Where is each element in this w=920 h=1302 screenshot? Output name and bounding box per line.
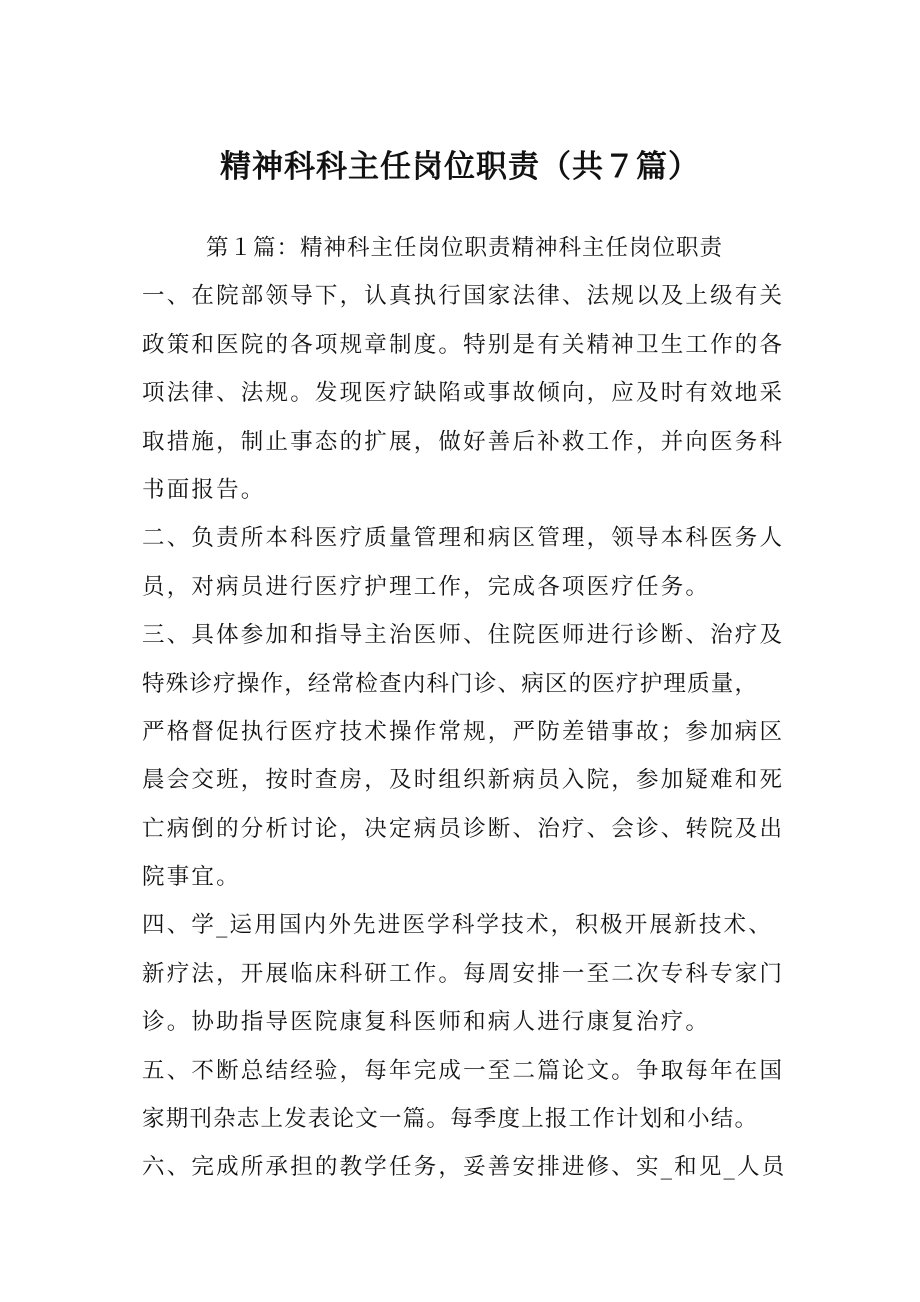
paragraph-line: 六、完成所承担的教学任务，妥善安排进修、实_和见_人员	[142, 1154, 787, 1181]
chapter-heading-line: 第１篇：精神科主任岗位职责精神科主任岗位职责	[206, 235, 724, 261]
paragraph-line: 新疗法，开展临床科研工作。每周安排一至二次专科专家门	[142, 960, 785, 987]
paragraph-line: 严格督促执行医疗技术操作常规，严防差错事故；参加病区	[142, 718, 785, 745]
paragraph-line: 一、在院部领导下，认真执行国家法律、法规以及上级有关	[142, 283, 785, 310]
paragraph-line: 诊。协助指导医院康复科医师和病人进行康复治疗。	[142, 1009, 711, 1036]
paragraph-line: 二、负责所本科医疗质量管理和病区管理，领导本科医务人	[142, 525, 785, 552]
paragraph-line: 五、不断总结经验，每年完成一至二篇论文。争取每年在国	[142, 1057, 785, 1084]
paragraph-line: 晨会交班，按时查房，及时组织新病员入院，参加疑难和死	[142, 767, 785, 794]
paragraph-line: 项法律、法规。发现医疗缺陷或事故倾向，应及时有效地采	[142, 380, 785, 407]
paragraph-line: 三、具体参加和指导主治医师、住院医师进行诊断、治疗及	[142, 622, 785, 649]
paragraph-line: 家期刊杂志上发表论文一篇。每季度上报工作计划和小结。	[142, 1106, 759, 1133]
paragraph-line: 取措施，制止事态的扩展，做好善后补救工作，并向医务科	[142, 428, 785, 455]
paragraph-line: 特殊诊疗操作，经常检查内科门诊、病区的医疗护理质量，	[142, 670, 759, 697]
paragraph-line: 书面报告。	[142, 476, 266, 503]
document-title: 精神科科主任岗位职责（共７篇）	[220, 149, 700, 185]
paragraph-line: 亡病倒的分析讨论，决定病员诊断、治疗、会诊、转院及出	[142, 815, 785, 842]
document-body	[142, 224, 802, 1192]
paragraph-line: 员，对病员进行医疗护理工作，完成各项医疗任务。	[142, 573, 711, 600]
paragraph-line: 院事宜。	[142, 864, 241, 891]
paragraph-line: 四、学_运用国内外先进医学科学技术，积极开展新技术、	[142, 912, 773, 939]
paragraph-line: 政策和医院的各项规章制度。特别是有关精神卫生工作的各	[142, 331, 785, 358]
